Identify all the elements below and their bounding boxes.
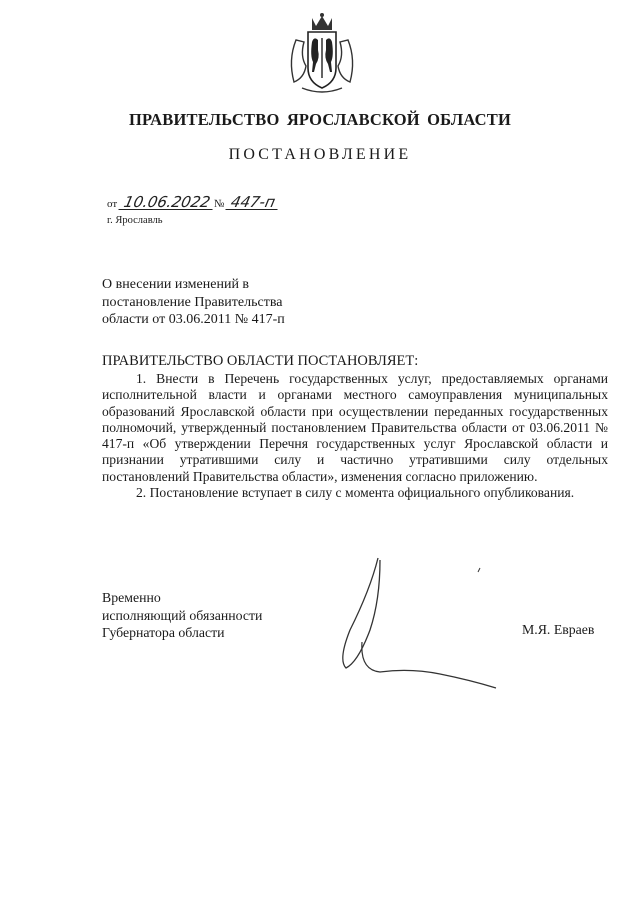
paragraph-1: 1. Внести в Перечень государственных услуг, предоставляемых органами исполнительной власти и органами местного самоуправления муниципальных образований Ярославской области при осуществлении переданных государственных полномочий, утвержденный постановлением Правительства области от 03.06.2011 № 417-п «Об утверждении Перечня государственных услуг Ярославской области и признании утратившими силу и частично утратившими силу отдельных постановлений Правительства области», изменения согласно приложению. [102,371,608,484]
signatory-title-line: Губернатора области [102,625,225,640]
resolution-body [102,371,608,501]
signatory-title-line: исполняющий обязанности [102,607,263,623]
city-label: г. Ярославль [107,215,163,226]
handwritten-date: 10.06.2022 [118,195,215,210]
date-number-line [107,195,279,210]
number-prefix: № [213,198,225,210]
subject-block [102,276,285,329]
paragraph-2: 2. Постановление вступает в силу с момента официального опубликования. [136,485,575,501]
subject-line: постановление Правительства [102,294,283,310]
handwritten-number: 447-п [225,195,280,210]
resolution-heading: ПРАВИТЕЛЬСТВО ОБЛАСТИ ПОСТАНОВЛЯЕТ: [102,353,419,369]
subject-line: О внесении изменений в [102,277,250,292]
signatory-title [102,589,262,642]
subject-line: области от 03.06.2011 № 417-п [102,312,285,327]
date-prefix: от [107,198,118,210]
handwritten-signature [300,550,510,700]
signatory-name: М.Я. Евраев [522,622,595,637]
document-type: ПОСТАНОВЛЕНИЕ [228,146,412,163]
signatory-title-line: Временно [102,590,161,605]
organization-title: ПРАВИТЕЛЬСТВО ЯРОСЛАВСКОЙ ОБЛАСТИ [128,110,512,129]
coat-of-arms-icon [284,12,360,96]
